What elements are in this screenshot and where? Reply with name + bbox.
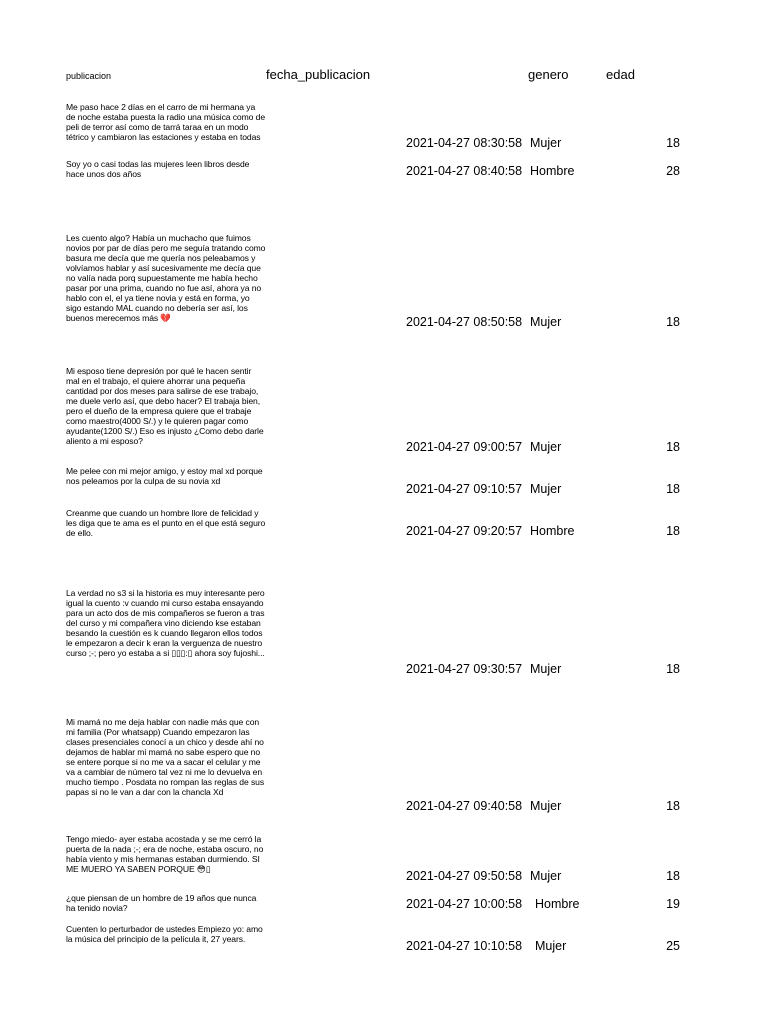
row-edad: 28 <box>666 164 680 178</box>
row-fecha: 2021-04-27 08:40:58 <box>406 164 523 178</box>
row-edad: 18 <box>666 524 680 538</box>
row-fecha: 2021-04-27 08:50:58 <box>406 315 523 329</box>
row-publicacion: Creanme que cuando un hombre llore de felicidad y les diga que te ama es el punto en el que está seguro de ello. <box>66 508 266 538</box>
row-edad: 19 <box>666 897 680 911</box>
row-edad: 18 <box>666 799 680 813</box>
row-genero: Mujer <box>530 136 562 150</box>
row-genero: Hombre <box>530 164 575 178</box>
row-genero: Mujer <box>535 939 567 953</box>
row-genero: Mujer <box>530 315 562 329</box>
row-edad: 25 <box>666 939 680 953</box>
row-fecha: 2021-04-27 08:30:58 <box>406 136 523 150</box>
row-fecha: 2021-04-27 09:40:58 <box>406 799 523 813</box>
row-edad: 18 <box>666 136 680 150</box>
row-fecha: 2021-04-27 09:30:57 <box>406 662 523 676</box>
row-genero: Mujer <box>530 440 562 454</box>
row-genero: Mujer <box>530 869 562 883</box>
row-edad: 18 <box>666 315 680 329</box>
row-publicacion: La verdad no s3 si la historia es muy interesante pero igual la cuento :v cuando mi curso estaba ensayando para un acto dos de mis compañeros se fueron a tras del curso y mi compañera vino diciendo kse estaban besando la cuestión es k cuando llegaron ellos todos le empezaron a decir k eran la verguenza de nuestro curso ;-; pero yo estaba a si ▯▯▯:▯ ahora soy fujoshi... <box>66 588 265 658</box>
header-edad: edad <box>606 67 635 82</box>
row-publicacion: Mi mamá no me deja hablar con nadie más que con mi familia (Por whatsapp) Cuando empezaron las clases presenciales conocí a un chico y desde ahí no dejamos de hablar mi mamá no sabe espero que no se entere porque si no me va a sacar el celular y me va a cambiar de número tal vez ni me lo devuelva en mucho tiempo . Posdata no rompan las reglas de sus papas si no le van a dar con la chancla Xd <box>66 717 265 797</box>
row-publicacion: Cuenten lo perturbador de ustedes Empiezo yo: amo la música del principio de la película it, 27 years. <box>66 924 263 944</box>
header-genero: genero <box>528 67 569 82</box>
row-fecha: 2021-04-27 09:50:58 <box>406 869 523 883</box>
row-genero: Mujer <box>530 799 562 813</box>
row-publicacion: Me paso hace 2 días en el carro de mi hermana ya de noche estaba puesta la radio una música como de peli de terror así como de tarrá taraa en un modo tétrico y cambiaron las estaciones y estaba en todas <box>66 102 265 142</box>
row-genero: Mujer <box>530 482 562 496</box>
row-edad: 18 <box>666 662 680 676</box>
row-fecha: 2021-04-27 10:10:58 <box>406 939 523 953</box>
row-publicacion: ¿que piensan de un hombre de 19 años que nunca ha tenido novia? <box>66 893 257 913</box>
row-fecha: 2021-04-27 09:20:57 <box>406 524 523 538</box>
row-genero: Hombre <box>535 897 580 911</box>
row-genero: Hombre <box>530 524 575 538</box>
header-fecha-publicacion: fecha_publicacion <box>266 67 371 82</box>
row-publicacion: Tengo miedo- ayer estaba acostada y se me cerró la puerta de la nada ;-; era de noche, estaba oscuro, no había viento y mis hermanas estaban durmiendo. SI ME MUERO YA SABEN PORQUE 😳▯ <box>66 834 264 874</box>
header-publicacion: publicacion <box>66 71 112 81</box>
row-publicacion: Me pelee con mi mejor amigo, y estoy mal xd porque nos peleamos por la culpa de su novia xd <box>66 466 263 486</box>
row-edad: 18 <box>666 440 680 454</box>
row-fecha: 2021-04-27 09:10:57 <box>406 482 523 496</box>
row-edad: 18 <box>666 869 680 883</box>
row-edad: 18 <box>666 482 680 496</box>
row-publicacion: Mi esposo tiene depresión por qué le hacen sentir mal en el trabajo, el quiere ahorrar una pequeña cantidad por dos meses para salirse de ese trabajo, me duele verlo así, que debo hacer? El trabaja bien, pero el dueño de la empresa quiere que el trabaje como maestro(4000 S/.) y le quieren pagar como ayudante(1200 S/.) Eso es injusto ¿Como debo darle aliento a mi esposo? <box>66 366 264 446</box>
row-fecha: 2021-04-27 09:00:57 <box>406 440 523 454</box>
row-publicacion: Soy yo o casi todas las mujeres leen libros desde hace unos dos años <box>66 159 250 179</box>
row-genero: Mujer <box>530 662 562 676</box>
row-publicacion: Les cuento algo? Había un muchacho que fuimos novios por par de días pero me seguía tratando como basura me decía que me quería nos peleabamos y volvíamos hablar y así sucesivamente me decía que no valía nada porq supuestamente me había hecho pasar por una prima, cuando no fue así, ahora ya no hablo con el, el ya tiene novia y está en forma, yo sigo estando MAL cuando no debería ser así, los buenos merecemos más 💔 <box>66 233 266 323</box>
row-fecha: 2021-04-27 10:00:58 <box>406 897 523 911</box>
